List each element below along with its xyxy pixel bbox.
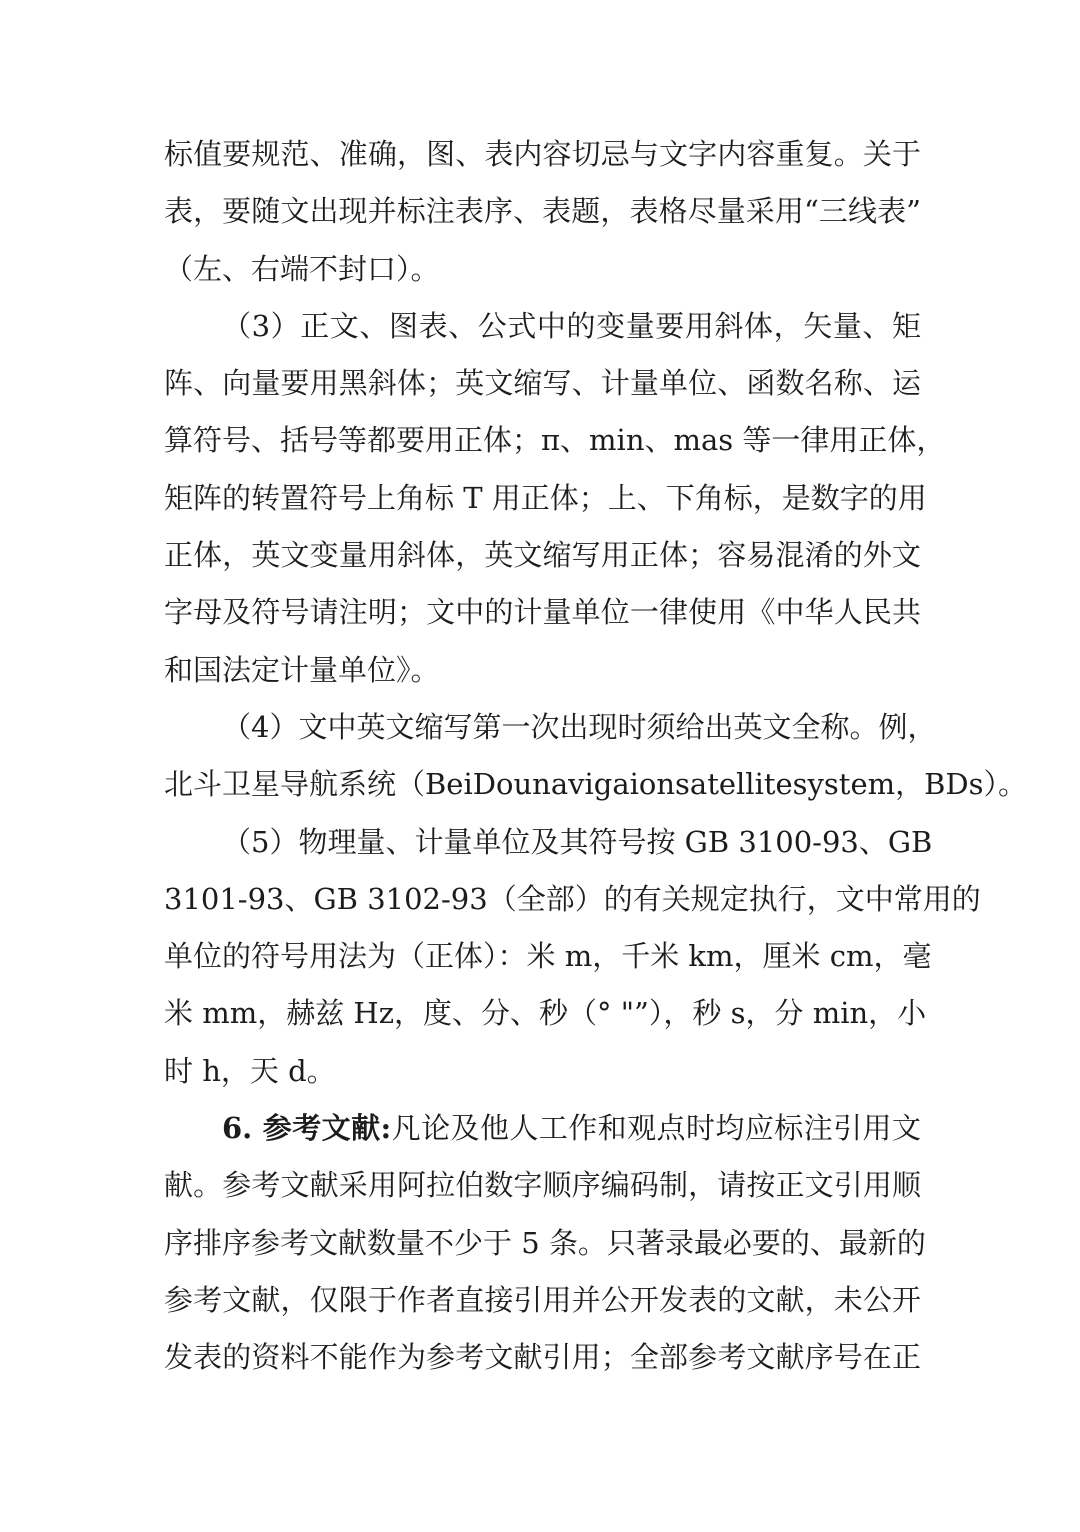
text-line: （5）物理量、计量单位及其符号按 GB 3100-93、GB [222, 824, 933, 859]
text-line: 时 h，天 d。 [164, 1053, 336, 1088]
body-text [164, 126, 1028, 1387]
text-line: 算符号、括号等都要用正体；π、min、mas 等一律用正体， [164, 423, 946, 458]
text-line: 参考文献，仅限于作者直接引用并公开发表的文献，未公开 [164, 1282, 921, 1317]
text-line: 标值要规范、准确，图、表内容切忌与文字内容重复。关于 [164, 137, 921, 171]
text-line: 阵、向量要用黑斜体；英文缩写、计量单位、函数名称、运 [164, 366, 921, 401]
text-line: （3）正文、图表、公式中的变量要用斜体，矢量、矩 [222, 308, 921, 343]
text-line: 献。参考文献采用阿拉伯数字顺序编码制，请按正文引用顺 [164, 1168, 921, 1203]
text-span: 凡论及他人工作和观点时均应标注引用文 [391, 1111, 921, 1146]
paragraph-item-3 [164, 298, 946, 699]
text-line: 序排序参考文献数量不少于 5 条。只著录最必要的、最新的 [164, 1225, 926, 1260]
paragraph-references [164, 1100, 926, 1386]
text-line [164, 1100, 921, 1157]
text-line: 北斗卫星导航系统（BeiDounavigaionsatellitesystem，BDs）。 [164, 767, 1028, 802]
text-line: 矩阵的转置符号上角标 T 用正体；上、下角标，是数字的用 [164, 480, 927, 515]
paragraph-item-4 [164, 699, 1028, 814]
paragraph-item-5 [164, 814, 981, 1100]
text-line: 发表的资料不能作为参考文献引用；全部参考文献序号在正 [164, 1340, 921, 1375]
text-line: （4）文中英文缩写第一次出现时须给出英文全称。例， [222, 709, 937, 744]
text-line: 表，要随文出现并标注表序、表题，表格尽量采用“三线表” [164, 194, 921, 229]
text-line: 字母及符号请注明；文中的计量单位一律使用《中华人民共 [164, 595, 921, 630]
text-line: 米 mm，赫兹 Hz，度、分、秒（° "”），秒 s，分 min，小 [164, 996, 927, 1031]
paragraph-figure-table-rules [164, 126, 921, 298]
text-line: 3101-93、GB 3102-93（全部）的有关规定执行，文中常用的 [164, 881, 981, 916]
text-line: 单位的符号用法为（正体）：米 m，千米 km，厘米 cm，毫 [164, 939, 932, 974]
section-heading: 6. 参考文献: [222, 1111, 392, 1146]
text-line: 和国法定计量单位》。 [164, 652, 440, 687]
text-line: （左、右端不封口）。 [164, 251, 440, 286]
text-line: 正体，英文变量用斜体，英文缩写用正体；容易混淆的外文 [164, 538, 921, 573]
